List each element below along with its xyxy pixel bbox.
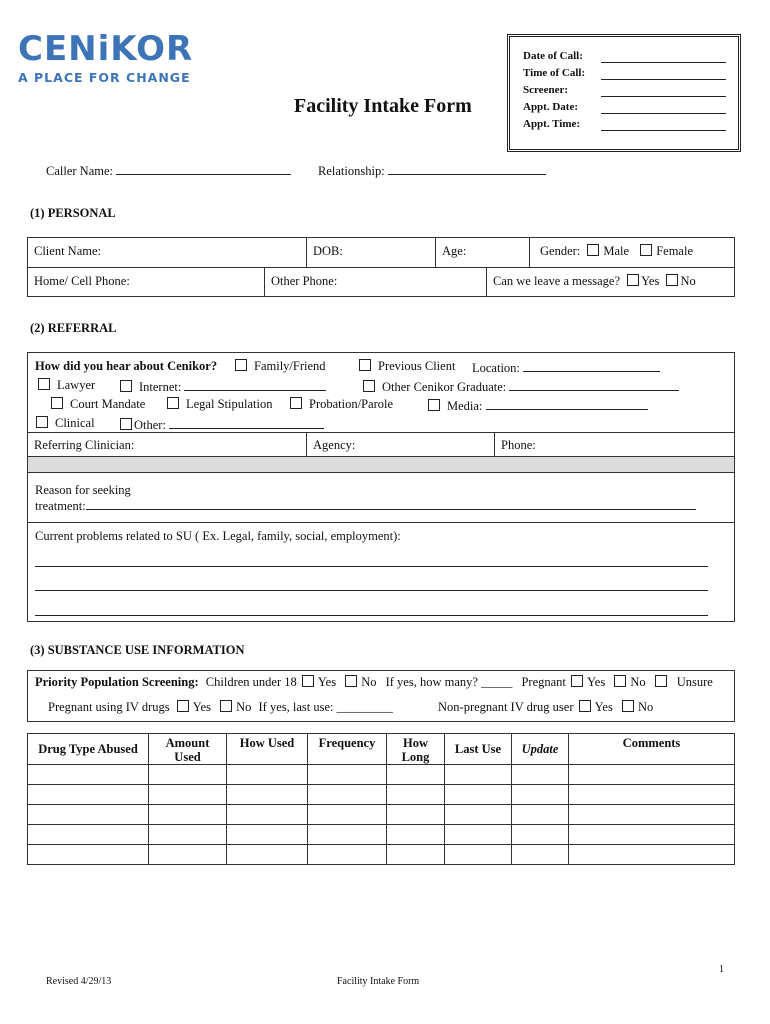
table-row[interactable] bbox=[28, 825, 735, 845]
appt-date-row: Appt. Date: bbox=[523, 101, 733, 118]
reason-field[interactable]: Reason for seeking treatment: bbox=[35, 482, 696, 514]
header-how-long: How Long bbox=[387, 734, 445, 765]
media-checkbox[interactable] bbox=[428, 399, 440, 411]
pregnant-unsure-checkbox[interactable] bbox=[655, 675, 667, 687]
dob-cell[interactable]: DOB: bbox=[307, 238, 436, 267]
current-problems-line-1[interactable] bbox=[35, 566, 708, 567]
header-how-used: How Used bbox=[227, 734, 308, 765]
phone-cell[interactable]: Phone: bbox=[501, 438, 536, 452]
referring-clinician-cell[interactable]: Referring Clinician: bbox=[28, 433, 307, 456]
table-row[interactable] bbox=[28, 785, 735, 805]
appt-time-field[interactable] bbox=[601, 118, 726, 131]
referral-question: How did you hear about Cenikor? bbox=[35, 359, 218, 373]
pregnant-yes-checkbox[interactable] bbox=[571, 675, 583, 687]
relationship-label: Relationship: bbox=[318, 164, 385, 178]
header-amount-used: Amount Used bbox=[149, 734, 227, 765]
screener-field[interactable] bbox=[601, 84, 726, 97]
screener-row: Screener: bbox=[523, 84, 733, 101]
internet-field[interactable] bbox=[184, 378, 326, 391]
agency-cell[interactable]: Agency: bbox=[307, 433, 495, 456]
appt-time-row: Appt. Time: bbox=[523, 118, 733, 135]
clinical-checkbox[interactable] bbox=[36, 416, 48, 428]
personal-heading: (1) PERSONAL bbox=[30, 206, 116, 220]
drug-table bbox=[27, 733, 735, 865]
pregnant-no-checkbox[interactable] bbox=[614, 675, 626, 687]
other-phone-cell[interactable]: Other Phone: bbox=[265, 268, 487, 296]
location-field[interactable] bbox=[523, 359, 660, 372]
internet-checkbox[interactable] bbox=[120, 380, 132, 392]
age-cell[interactable]: Age: bbox=[436, 238, 530, 267]
revised-date: Revised 4/29/13 bbox=[46, 976, 112, 987]
court-mandate-checkbox[interactable] bbox=[51, 397, 63, 409]
other-graduate-checkbox[interactable] bbox=[363, 380, 375, 392]
caller-name-label: Caller Name: bbox=[46, 164, 113, 178]
referral-heading: (2) REFERRAL bbox=[30, 321, 117, 335]
legal-stipulation-checkbox[interactable] bbox=[167, 397, 179, 409]
substance-heading: (3) SUBSTANCE USE INFORMATION bbox=[30, 643, 245, 657]
header-update: Update bbox=[512, 734, 569, 765]
previous-client-checkbox[interactable] bbox=[359, 359, 371, 371]
message-yes-checkbox[interactable] bbox=[627, 274, 639, 286]
personal-box bbox=[27, 237, 735, 297]
logo-tagline: A PLACE FOR CHANGE bbox=[18, 70, 191, 85]
family-friend-checkbox[interactable] bbox=[235, 359, 247, 371]
lawyer-checkbox[interactable] bbox=[38, 378, 50, 390]
male-checkbox[interactable] bbox=[587, 244, 599, 256]
appt-date-field[interactable] bbox=[601, 101, 726, 114]
page-title: Facility Intake Form bbox=[294, 95, 472, 117]
current-problems-line-3[interactable] bbox=[35, 615, 708, 616]
table-row[interactable] bbox=[28, 805, 735, 825]
date-of-call-row: Date of Call: bbox=[523, 50, 733, 67]
media-field[interactable] bbox=[486, 397, 648, 410]
non-pregnant-iv-no-checkbox[interactable] bbox=[622, 700, 634, 712]
current-problems-line-2[interactable] bbox=[35, 590, 708, 591]
leave-message-cell: Can we leave a message? Yes No bbox=[493, 274, 696, 288]
time-of-call-row: Time of Call: bbox=[523, 67, 733, 84]
drug-table-header bbox=[28, 734, 735, 765]
call-info-box bbox=[507, 34, 741, 152]
caller-name-row bbox=[46, 162, 291, 179]
non-pregnant-iv-yes-checkbox[interactable] bbox=[579, 700, 591, 712]
page-number: 1 bbox=[719, 964, 724, 975]
table-row[interactable] bbox=[28, 845, 735, 865]
probation-checkbox[interactable] bbox=[290, 397, 302, 409]
caller-name-field[interactable] bbox=[116, 162, 291, 175]
header-last-use: Last Use bbox=[445, 734, 512, 765]
gender-cell: Gender: Male Female bbox=[540, 244, 693, 258]
pregnant-iv-yes-checkbox[interactable] bbox=[177, 700, 189, 712]
message-no-checkbox[interactable] bbox=[666, 274, 678, 286]
children-no-checkbox[interactable] bbox=[345, 675, 357, 687]
table-row[interactable] bbox=[28, 765, 735, 785]
shaded-divider bbox=[28, 457, 734, 473]
pregnant-iv-no-checkbox[interactable] bbox=[220, 700, 232, 712]
relationship-field[interactable] bbox=[388, 162, 546, 175]
other-field[interactable] bbox=[169, 416, 324, 429]
logo bbox=[18, 30, 193, 85]
priority-box: Priority Population Screening: Children under 18 Yes No If yes, how many? _____ Pregnant Yes No Unsure Pregnant using IV drugs Yes No If yes, last use: _________ Non-pregnant IV drug user Yes No bbox=[27, 670, 735, 722]
current-problems-label: Current problems related to SU ( Ex. Legal, family, social, employment): bbox=[35, 529, 401, 543]
referral-box: How did you hear about Cenikor? Family/Friend Previous Client Location: Lawyer Internet: Other Cenikor Graduate: Court Mandate Legal Stipulation Probation/Parole Media: Clinical Other: Referring Clinician: Agency: Phone: Reason for seeking treatment: Current problems related to SU ( Ex. Legal, family, social, employment): bbox=[27, 352, 735, 622]
children-yes-checkbox[interactable] bbox=[302, 675, 314, 687]
header-frequency: Frequency bbox=[308, 734, 387, 765]
relationship-row bbox=[318, 162, 546, 179]
client-name-cell[interactable]: Client Name: bbox=[28, 238, 307, 267]
time-of-call-field[interactable] bbox=[601, 67, 726, 80]
other-graduate-field[interactable] bbox=[509, 378, 679, 391]
date-of-call-field[interactable] bbox=[601, 50, 726, 63]
logo-name: CENiKOR bbox=[18, 29, 194, 69]
home-phone-cell[interactable]: Home/ Cell Phone: bbox=[28, 268, 265, 296]
header-drug-type: Drug Type Abused bbox=[28, 734, 149, 765]
other-checkbox[interactable] bbox=[120, 418, 132, 430]
footer-title: Facility Intake Form bbox=[337, 976, 420, 987]
header-comments: Comments bbox=[569, 734, 735, 765]
female-checkbox[interactable] bbox=[640, 244, 652, 256]
